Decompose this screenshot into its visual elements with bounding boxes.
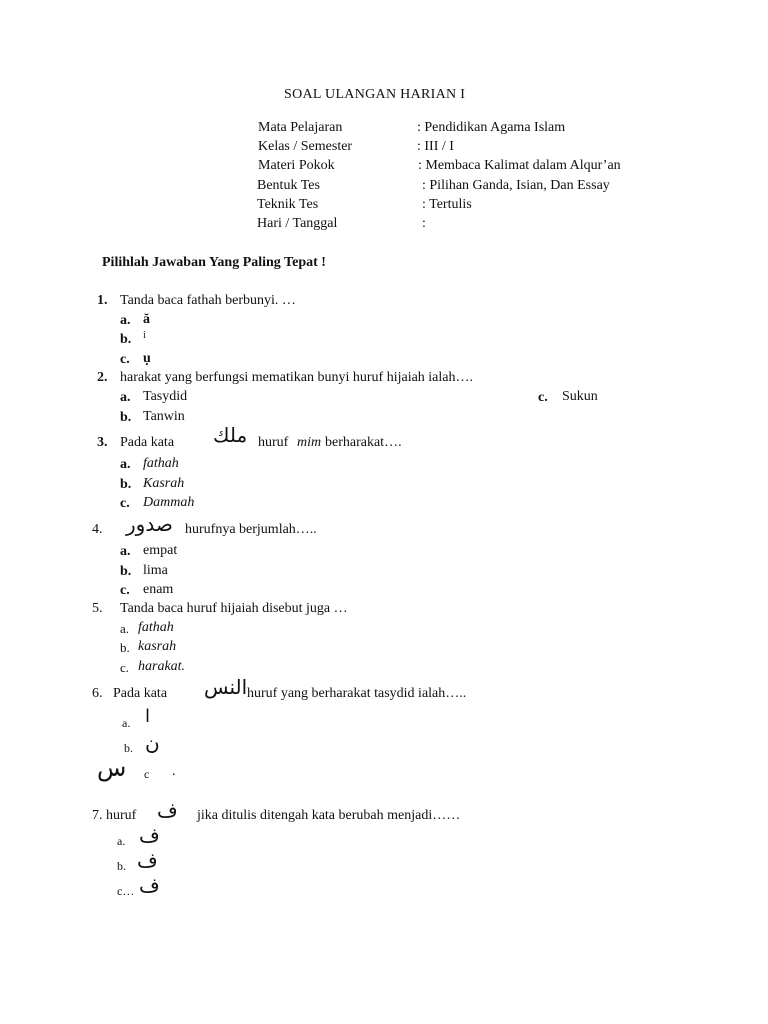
option-text: lima bbox=[143, 563, 168, 578]
arabic-letter: ف bbox=[157, 798, 178, 822]
arabic-word: صدور bbox=[126, 512, 173, 536]
option-letter: c. bbox=[120, 660, 130, 675]
info-value-date: : bbox=[422, 216, 426, 231]
option-text: Tanwin bbox=[143, 409, 185, 424]
option-letter: a. bbox=[120, 457, 131, 472]
question-text: hurufnya berjumlah….. bbox=[185, 522, 317, 537]
option-letter: c. bbox=[120, 583, 130, 598]
option-letter: b. bbox=[117, 859, 126, 873]
option-letter: a. bbox=[117, 834, 126, 848]
option-letter: a. bbox=[122, 716, 131, 730]
option-text: ụ bbox=[143, 351, 151, 366]
question-number: 1. bbox=[97, 293, 108, 308]
option-letter: c. bbox=[538, 390, 548, 405]
option-text: ỉ bbox=[143, 330, 146, 341]
info-label-test-technique: Teknik Tes bbox=[257, 197, 319, 212]
question-text: harakat yang berfungsi mematikan bunyi huruf hijaiah ialah…. bbox=[120, 370, 474, 385]
option-letter: c. bbox=[120, 496, 130, 511]
option-text: harakat. bbox=[138, 659, 186, 674]
option-letter: b. bbox=[120, 477, 132, 492]
option-arabic: ف bbox=[137, 848, 158, 872]
option-text: Dammah bbox=[143, 495, 195, 510]
info-label-class: Kelas / Semester bbox=[258, 139, 353, 154]
question-number: 6. bbox=[92, 686, 103, 701]
option-arabic: ا bbox=[145, 706, 151, 727]
question-text-start: Pada kata bbox=[120, 435, 175, 450]
question-text-italic: mim bbox=[297, 435, 322, 450]
option-letter: c. bbox=[120, 352, 130, 367]
option-letter: b. bbox=[120, 640, 130, 655]
option-text: empat bbox=[143, 543, 178, 558]
option-letter: b. bbox=[120, 332, 132, 347]
info-label-test-form: Bentuk Tes bbox=[257, 178, 320, 193]
option-text: . bbox=[172, 764, 176, 779]
question-text-start: Pada kata bbox=[113, 686, 168, 701]
info-value-test-form: : Pilihan Ganda, Isian, Dan Essay bbox=[422, 178, 610, 193]
question-text-middle: huruf bbox=[258, 435, 289, 450]
option-letter: c… bbox=[117, 884, 135, 898]
info-value-topic: : Membaca Kalimat dalam Alqur’an bbox=[418, 158, 621, 173]
option-text: Kasrah bbox=[143, 476, 185, 491]
question-number: 5. bbox=[92, 601, 103, 616]
info-value-class: : III / I bbox=[417, 139, 454, 154]
option-letter: a. bbox=[120, 313, 131, 328]
question-text: Tanda baca fathah berbunyi. … bbox=[120, 293, 296, 308]
option-text: Tasydid bbox=[143, 389, 188, 404]
option-letter: c bbox=[144, 767, 150, 781]
info-label-subject: Mata Pelajaran bbox=[258, 120, 343, 135]
question-text-end: berharakat…. bbox=[325, 435, 402, 450]
question-text: jika ditulis ditengah kata berubah menjadi…… bbox=[197, 808, 461, 823]
question-number: 2. bbox=[97, 370, 108, 385]
arabic-word: النس bbox=[204, 675, 248, 699]
option-arabic: ن bbox=[145, 731, 160, 755]
option-arabic: ف bbox=[139, 873, 160, 897]
option-text: enam bbox=[143, 582, 174, 597]
question-text: Tanda baca huruf hijaiah disebut juga … bbox=[120, 601, 348, 616]
instruction: Pilihlah Jawaban Yang Paling Tepat ! bbox=[102, 255, 326, 270]
arabic-word: ملك bbox=[213, 423, 248, 447]
question-text-end: huruf yang berharakat tasydid ialah….. bbox=[247, 686, 467, 701]
info-label-topic: Materi Pokok bbox=[258, 158, 335, 173]
option-arabic: ف bbox=[139, 823, 160, 847]
option-text: fathah bbox=[143, 456, 179, 471]
info-label-date: Hari / Tanggal bbox=[257, 216, 338, 231]
option-text: kasrah bbox=[138, 639, 177, 654]
option-text: fathah bbox=[138, 620, 174, 635]
option-letter: b. bbox=[120, 410, 132, 425]
question-number: 3. bbox=[97, 435, 108, 450]
option-text: ă bbox=[143, 312, 150, 327]
page-title: SOAL ULANGAN HARIAN I bbox=[284, 87, 466, 102]
option-letter: a. bbox=[120, 621, 130, 636]
option-letter: b. bbox=[124, 741, 133, 755]
question-number: 4. bbox=[92, 522, 103, 537]
option-letter: a. bbox=[120, 390, 131, 405]
option-arabic: س bbox=[97, 754, 127, 782]
option-text: Sukun bbox=[562, 389, 598, 404]
option-letter: a. bbox=[120, 544, 131, 559]
info-value-test-technique: : Tertulis bbox=[422, 197, 472, 212]
option-letter: b. bbox=[120, 564, 132, 579]
question-number: 7. huruf bbox=[92, 808, 137, 823]
info-value-subject: : Pendidikan Agama Islam bbox=[417, 120, 566, 135]
